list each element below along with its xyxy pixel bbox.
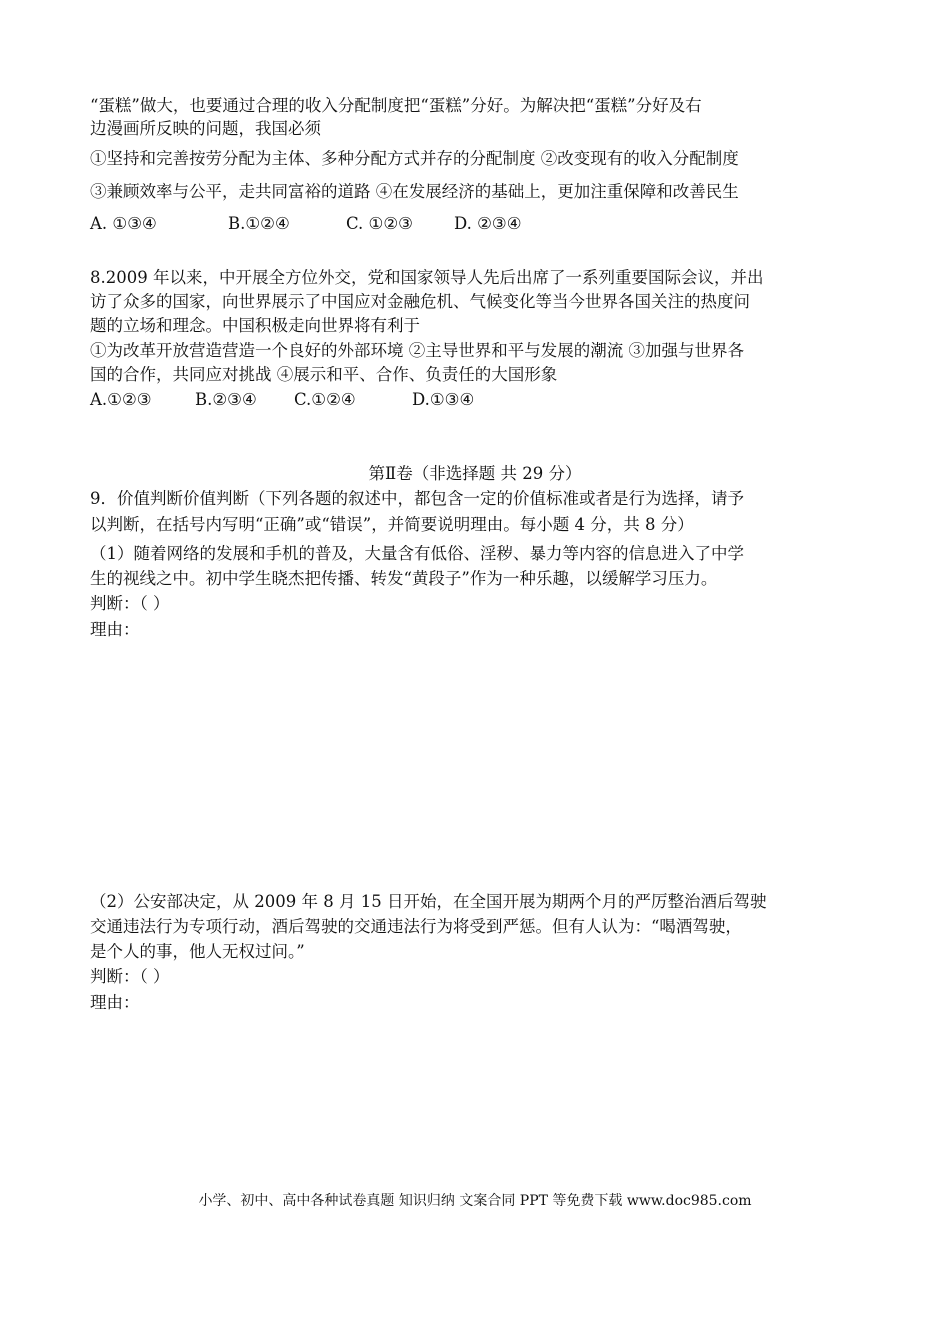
page-footer: 小学、初中、高中各种试卷真题 知识归纳 文案合同 PPT 等免费下载 www.doc985.com <box>198 1193 752 1209</box>
q7-option-b: B.①②④ <box>228 214 290 233</box>
q9-sub2-line: 交通违法行为专项行动，酒后驾驶的交通违法行为将受到严惩。但有人认为：“喝酒驾驶， <box>90 917 742 936</box>
q8-option-b: B.②③④ <box>195 390 257 409</box>
q8-option-a: A.①②③ <box>90 390 152 409</box>
q8-text-line: 访了众多的国家，向世界展示了中国应对金融危机、气候变化等当今世界各国关注的热度问 <box>90 292 750 311</box>
section-title: 第Ⅱ卷（非选择题 共 29 分） <box>368 464 582 483</box>
q8-answer-options <box>90 390 474 410</box>
q7-answer-options <box>90 214 522 234</box>
q9-sub2-reason-label: 理由： <box>90 993 140 1012</box>
q8-choice-items: 国的合作，共同应对挑战 ④展示和平、合作、负责任的大国形象 <box>90 365 558 384</box>
q9-sub2-judge-label: 判断：（ ） <box>90 967 170 986</box>
q7-option-d: D. ②③④ <box>454 214 522 233</box>
q7-option-c: C. ①②③ <box>346 214 413 233</box>
q9-text-line: 9．价值判断价值判断（下列各题的叙述中，都包含一定的价值标准或者是行为选择，请予 <box>90 489 744 508</box>
q9-text-line: 以判断，在括号内写明“正确”或“错误”，并简要说明理由。每小题 4 分，共 8 分） <box>90 515 694 534</box>
q7-option-a: A. ①③④ <box>90 214 157 233</box>
q9-sub1-reason-label: 理由： <box>90 620 140 639</box>
q9-sub2-line: （2）公安部决定，从 2009 年 8 月 15 日开始，在全国开展为期两个月的严厉整治酒后驾驶 <box>90 892 767 911</box>
q8-choice-items: ①为改革开放营造营造一个良好的外部环境 ②主导世界和平与发展的潮流 ③加强与世界各 <box>90 341 744 360</box>
q8-text-line: 8.2009 年以来，中开展全方位外交，党和国家领导人先后出席了一系列重要国际会议，并出 <box>90 268 764 287</box>
q8-option-d: D.①③④ <box>412 390 475 409</box>
q9-sub1-judge-label: 判断：（ ） <box>90 594 170 613</box>
q9-sub1-line: 生的视线之中。初中学生晓杰把传播、转发“黄段子”作为一种乐趣，以缓解学习压力。 <box>90 569 718 588</box>
q7-text-line: 边漫画所反映的问题，我国必须 <box>90 119 321 138</box>
q8-option-c: C.①②④ <box>294 390 356 409</box>
q8-text-line: 题的立场和理念。中国积极走向世界将有利于 <box>90 316 420 335</box>
q9-sub1-line: （1）随着网络的发展和手机的普及，大量含有低俗、淫秽、暴力等内容的信息进入了中学 <box>90 544 744 563</box>
q7-text-line: “蛋糕”做大，也要通过合理的收入分配制度把“蛋糕”分好。为解决把“蛋糕”分好及右 <box>90 96 702 115</box>
q9-sub2-line: 是个人的事，他人无权过问。” <box>90 942 305 961</box>
q7-choice-items: ①坚持和完善按劳分配为主体、多种分配方式并存的分配制度 ②改变现有的收入分配制度 <box>90 149 739 168</box>
q7-choice-items: ③兼顾效率与公平，走共同富裕的道路 ④在发展经济的基础上，更加注重保障和改善民生 <box>90 182 739 201</box>
